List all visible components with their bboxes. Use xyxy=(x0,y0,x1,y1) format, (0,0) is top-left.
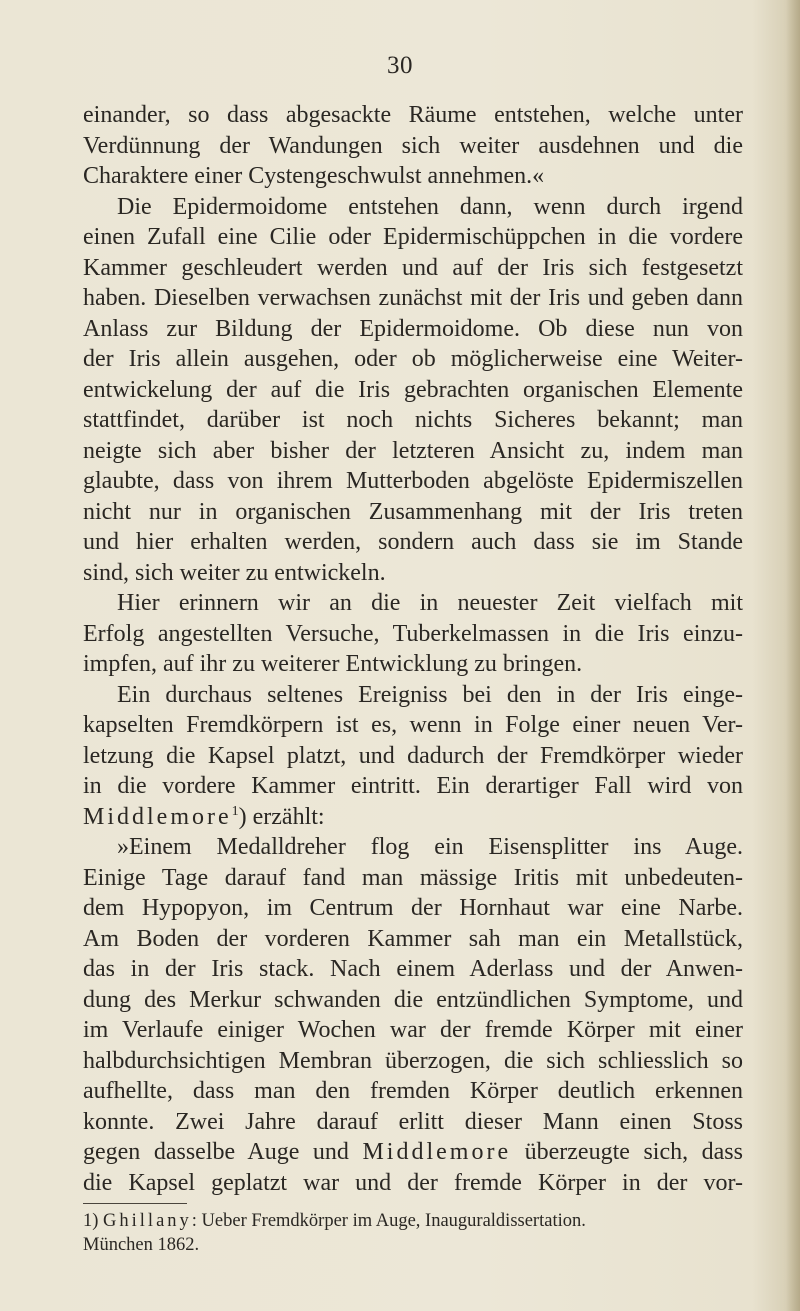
text-line: die Kapsel geplatzt war und der fremde Körper in der vor- xyxy=(83,1169,743,1196)
text-segment: gegen dasselbe Auge und xyxy=(83,1139,363,1165)
text-line: kapselten Fremdkörpern ist es, wenn in Folge einer neuen Ver- xyxy=(83,712,743,738)
text-line: aufhellte, dass man den fremden Körper deutlich erkennen xyxy=(83,1078,743,1104)
text-line: das in der Iris stack. Nach einem Aderlass und der Anwen- xyxy=(83,956,743,982)
text-line: der Iris allein ausgehen, oder ob möglicherweise eine Weiter- xyxy=(83,346,743,372)
text-line: letzung die Kapsel platzt, und dadurch der Fremdkörper wieder xyxy=(83,742,743,769)
text-line: Kammer geschleudert werden und auf der Iris sich festgesetzt xyxy=(83,254,743,281)
text-line: Die Epidermoidome entstehen dann, wenn durch irgend xyxy=(117,193,743,220)
footnote-reference: 1 xyxy=(231,803,239,819)
author-name: Middlemore xyxy=(362,1139,512,1165)
footnote-line-1 xyxy=(83,1209,743,1233)
text-line: in die vordere Kammer eintritt. Ein derartiger Fall wird von xyxy=(83,773,743,799)
text-line: stattfindet, darüber ist noch nichts Sicheres bekannt; man xyxy=(83,407,743,433)
text-line xyxy=(83,802,743,833)
body-text xyxy=(83,100,743,1198)
text-line: haben. Dieselben verwachsen zunächst mit der Iris und geben dann xyxy=(83,285,743,311)
footnote-marker: 1) xyxy=(83,1211,99,1231)
text-line: und hier erhalten werden, sondern auch dass sie im Stande xyxy=(83,529,743,555)
text-line: dung des Merkur schwanden die entzündlichen Symptome, und xyxy=(83,986,743,1013)
text-segment: überzeugte sich, dass xyxy=(511,1139,743,1165)
text-line: dem Hypopyon, im Centrum der Hornhaut war eine Narbe. xyxy=(83,895,743,921)
footnote-author: Ghillany xyxy=(103,1211,192,1231)
text-line: sind, sich weiter zu entwickeln. xyxy=(83,559,386,586)
text-line: Hier erinnern wir an die in neuester Zeit vielfach mit xyxy=(117,590,743,616)
text-line: nicht nur in organischen Zusammenhang mit der Iris treten xyxy=(83,498,743,525)
footnote-title: : Ueber Fremdkörper im Auge, Inauguraldissertation. xyxy=(191,1211,586,1231)
text-line: Am Boden der vorderen Kammer sah man ein Metallstück, xyxy=(83,925,743,952)
text-line: »Einem Medalldreher flog ein Eisensplitter ins Auge. xyxy=(117,834,743,860)
text-line: Anlass zur Bildung der Epidermoidome. Ob diese nun von xyxy=(83,315,743,342)
text-line: Einige Tage darauf fand man mässige Iritis mit unbedeuten- xyxy=(83,864,743,891)
text-segment: ) erzählt: xyxy=(238,803,325,830)
text-line: einen Zufall eine Cilie oder Epidermischüppchen in die vordere xyxy=(83,224,743,250)
text-line: neigte sich aber bisher der letzteren Ansicht zu, indem man xyxy=(83,437,743,464)
text-line: einander, so dass abgesackte Räume entstehen, welche unter xyxy=(83,102,743,128)
footnote-line-2: München 1862. xyxy=(83,1235,200,1255)
text-line xyxy=(83,1137,743,1168)
author-name: Middlemore xyxy=(83,803,232,830)
page-number: 30 xyxy=(387,52,413,79)
text-line: impfen, auf ihr zu weiterer Entwicklung zu bringen. xyxy=(83,651,583,677)
footnote-rule xyxy=(83,1203,187,1204)
text-line: entwickelung der auf die Iris gebrachten organischen Elemente xyxy=(83,376,743,403)
text-line: halbdurchsichtigen Membran überzogen, die sich schliesslich so xyxy=(83,1047,743,1074)
page-edge-shadow xyxy=(786,0,800,1311)
text-line: Verdünnung der Wandungen sich weiter ausdehnen und die xyxy=(83,132,743,159)
text-line: Erfolg angestellten Versuche, Tuberkelmassen in die Iris einzu- xyxy=(83,620,743,647)
footnote xyxy=(83,1209,743,1257)
text-line: konnte. Zwei Jahre darauf erlitt dieser Mann einen Stoss xyxy=(83,1108,743,1135)
text-line: Ein durchaus seltenes Ereigniss bei den in der Iris einge- xyxy=(117,681,743,708)
text-line: im Verlaufe einiger Wochen war der fremde Körper mit einer xyxy=(83,1017,743,1043)
text-line: Charaktere einer Cystengeschwulst annehmen.« xyxy=(83,163,545,189)
text-line: glaubte, dass von ihrem Mutterboden abgelöste Epidermiszellen xyxy=(83,468,743,494)
